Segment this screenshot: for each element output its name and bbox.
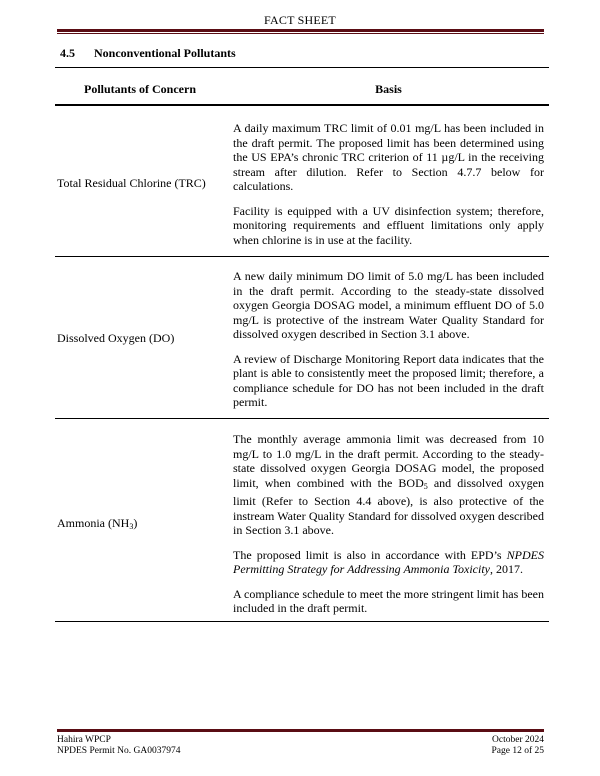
footer-date: October 2024 (492, 735, 544, 745)
basis-trc (233, 121, 544, 247)
pollutant-trc-label: Total Residual Chlorine (TRC) (57, 176, 206, 190)
table-top-rule (55, 67, 549, 68)
ammonia-label-main: Ammonia (NH (57, 516, 130, 530)
table-bottom-rule (55, 621, 549, 622)
basis-ammonia-paragraph (233, 432, 544, 538)
footer-rule (57, 729, 544, 732)
ammonia-p1-text: The monthly average ammonia limit was decreased from 10 mg/L to 1.0 mg/L in the draft permit. According to the steady-state dissolved oxygen Georgia DOSAG model, the proposed limit, when combined with the BOD (233, 432, 544, 490)
basis-do (233, 269, 544, 410)
row-divider (55, 418, 549, 419)
footer-permit-number: NPDES Permit No. GA0037974 (57, 746, 181, 756)
header-rule (57, 29, 544, 32)
ammonia-label-end: ) (133, 516, 138, 530)
basis-ammonia-paragraph (233, 548, 544, 577)
pollutant-do-label: Dissolved Oxygen (DO) (57, 331, 175, 345)
section-number: 4.5 (60, 46, 75, 60)
basis-do-paragraph: A new daily minimum DO limit of 5.0 mg/L has been included in the draft permit. According to the steady-state dissolved oxygen Georgia DOSAG model, a minimum effluent DO of 5.0 mg/L is protective of the instream Water Quality Standard for dissolved oxygen described in Section 3.1 above. (233, 269, 544, 341)
footer-left (57, 735, 181, 757)
header-bottom-rule (55, 104, 549, 106)
ammonia-label-subscript: 3 (129, 522, 134, 531)
basis-trc-paragraph: A daily maximum TRC limit of 0.01 mg/L has been included in the draft permit. The proposed limit has been determined using the US EPA’s chronic TRC criterion of 11 µg/L in the receiving stream after dilution. Refer to Section 4.7.7 below for calculations. (233, 121, 544, 193)
basis-ammonia-paragraph: A compliance schedule to meet the more stringent limit has been included in the draft permit. (233, 586, 544, 615)
basis-ammonia (233, 432, 544, 616)
column-header-pollutants: Pollutants of Concern (84, 82, 196, 96)
basis-trc-paragraph: Facility is equipped with a UV disinfection system; therefore, monitoring requirements and effluent limitations only apply when chlorine is in use at the facility. (233, 203, 544, 247)
ammonia-p2-text-cont: , 2017. (490, 562, 523, 576)
section-title: Nonconventional Pollutants (94, 46, 236, 60)
ammonia-p2-text: The proposed limit is also in accordance with EPD’s (233, 547, 507, 562)
footer-facility: Hahira WPCP (57, 735, 111, 745)
row-divider (55, 256, 549, 257)
ammonia-strategy-title: NPDES Permitting Strategy for Addressing Ammonia Toxicity (233, 547, 544, 576)
footer-right (440, 735, 544, 757)
basis-do-paragraph: A review of Discharge Monitoring Report data indicates that the plant is able to consistently meet the proposed limit; therefore, a compliance schedule for DO has not been included in the draft permit. (233, 351, 544, 409)
column-header-basis: Basis (375, 82, 402, 96)
bod-subscript: 5 (423, 481, 428, 491)
footer-page-number: Page 12 of 25 (491, 746, 544, 756)
header-rule-thin (57, 33, 544, 34)
pollutant-ammonia-label (57, 516, 227, 534)
page-header-title: FACT SHEET (264, 13, 336, 27)
section-heading (60, 46, 236, 61)
ammonia-p1-text-cont: and dissolved oxygen limit (Refer to Section 4.4 above), is also protective of the instream Water Quality Standard for dissolved oxygen described in Section 3.1 above. (233, 475, 544, 537)
